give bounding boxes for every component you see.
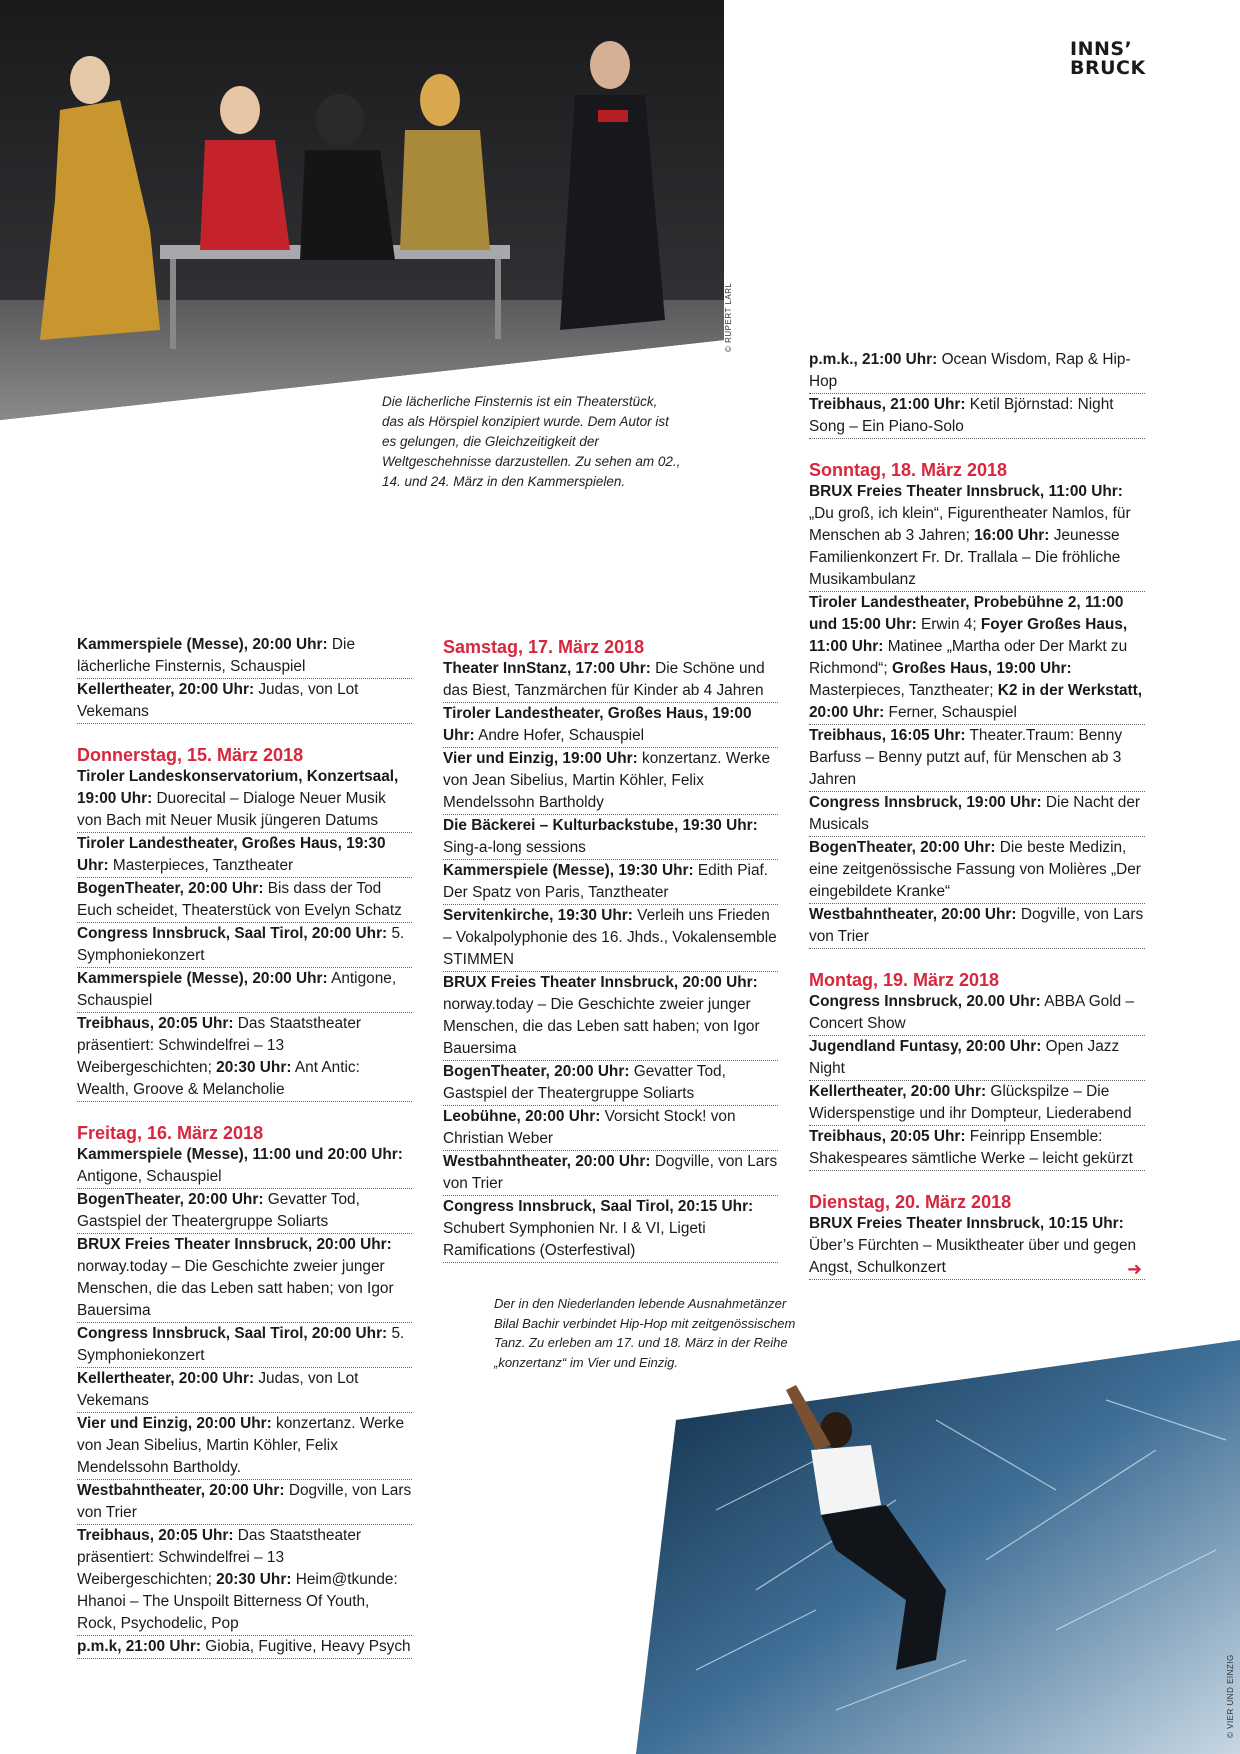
event-description: Das Staatstheater präsentiert: Schwindelfrei – 13 Weibergeschichten; bbox=[77, 1015, 361, 1076]
event-description: Verleih uns Frieden – Vokalpolyphonie des 16. Jhds., Vokalensemble STIMMEN bbox=[443, 907, 777, 968]
event-venue-time: 16:00 Uhr: bbox=[974, 527, 1050, 544]
event-description: Gevatter Tod, Gastspiel der Theatergruppe Soliarts bbox=[77, 1191, 360, 1230]
event-venue-time: Congress Innsbruck, 20.00 Uhr: bbox=[809, 993, 1041, 1010]
event-entry bbox=[809, 1213, 1145, 1280]
event-venue-time: Kammerspiele (Messe), 20:00 Uhr: bbox=[77, 970, 328, 987]
event-description: Andre Hofer, Schauspiel bbox=[474, 727, 645, 744]
event-description: Die Schöne und das Biest, Tanzmärchen für Kinder ab 4 Jahren bbox=[443, 660, 765, 699]
event-description: Über’s Fürchten – Musiktheater über und gegen Angst, Schulkonzert bbox=[809, 1237, 1137, 1276]
event-venue-time: Jugendland Funtasy, 20:00 Uhr: bbox=[809, 1038, 1042, 1055]
logo-line-2: BRUCK bbox=[1070, 57, 1146, 79]
event-venue-time: Treibhaus, 20:05 Uhr: bbox=[77, 1527, 234, 1544]
event-description: Duorecital – Dialoge Neuer Musik von Bach mit Neuer Musik jüngeren Datums bbox=[77, 790, 386, 829]
event-venue-time: BogenTheater, 20:00 Uhr: bbox=[77, 1191, 264, 1208]
event-venue-time: Tiroler Landestheater, Probebühne 2, 11:00 und 15:00 Uhr: bbox=[809, 594, 1124, 633]
event-entry bbox=[443, 703, 778, 748]
photo-credit-top: © RUPERT LARL bbox=[724, 282, 733, 352]
event-entry bbox=[809, 1126, 1145, 1171]
event-description: Die lächerliche Finsternis, Schauspiel bbox=[77, 636, 356, 675]
event-entry bbox=[77, 1636, 412, 1659]
event-description: norway.today – Die Geschichte zweier junger Menschen, die das Leben satt haben; von Igor Bauersima bbox=[77, 1258, 394, 1319]
event-venue-time: Congress Innsbruck, Saal Tirol, 20:15 Uhr: bbox=[443, 1198, 754, 1215]
event-venue-time: Westbahntheater, 20:00 Uhr: bbox=[77, 1482, 285, 1499]
event-description: konzertanz. Werke von Jean Sibelius, Martin Köhler, Felix Mendelssohn Bartholdy. bbox=[77, 1415, 405, 1476]
event-entry bbox=[443, 748, 778, 815]
event-venue-time: Kellertheater, 20:00 Uhr: bbox=[809, 1083, 987, 1100]
event-venue-time: 20:30 Uhr: bbox=[216, 1059, 292, 1076]
event-entry bbox=[809, 1081, 1145, 1126]
day-heading: Samstag, 17. März 2018 bbox=[443, 637, 645, 657]
caption-bottom: Der in den Niederlanden lebende Ausnahmetänzer Bilal Bachir verbindet Hip-Hop mit zeitgenössischem Tanz. Zu erleben am 17. und 18. März in der Reihe „konzertanz“ im Vier und Einzig. bbox=[494, 1296, 796, 1370]
event-description: Ant Antic: Wealth, Groove & Melancholie bbox=[77, 1059, 360, 1098]
event-entry bbox=[809, 481, 1145, 592]
event-description: Antigone, Schauspiel bbox=[77, 970, 397, 1009]
event-description: Giobia, Fugitive, Heavy Psych bbox=[201, 1638, 411, 1655]
event-venue-time: 20:30 Uhr: bbox=[216, 1571, 292, 1588]
event-description: Ketil Björnstad: Night Song – Ein Piano-Solo bbox=[809, 396, 1114, 435]
event-venue-time: Tiroler Landestheater, Großes Haus, 19:00 Uhr: bbox=[443, 705, 752, 744]
event-description: Dogville, von Lars von Trier bbox=[77, 1482, 412, 1521]
event-venue-time: BogenTheater, 20:00 Uhr: bbox=[809, 839, 996, 856]
event-description: ABBA Gold – Concert Show bbox=[809, 993, 1135, 1032]
day-heading: Freitag, 16. März 2018 bbox=[77, 1123, 264, 1143]
event-entry bbox=[443, 815, 778, 860]
event-venue-time: BRUX Freies Theater Innsbruck, 11:00 Uhr: bbox=[809, 483, 1123, 500]
event-description: Ocean Wisdom, Rap & Hip-Hop bbox=[809, 351, 1131, 390]
dance-photo bbox=[636, 1330, 1240, 1754]
column-left bbox=[77, 634, 412, 1659]
event-description: Jeunesse Familienkonzert Fr. Dr. Trallala – Die fröhliche Musikambulanz bbox=[809, 527, 1121, 588]
event-description: Schubert Symphonien Nr. I & VI, Ligeti Ramifications (Osterfestival) bbox=[443, 1220, 706, 1259]
event-entry bbox=[77, 679, 412, 724]
event-entry bbox=[77, 1413, 412, 1480]
event-entry bbox=[443, 658, 778, 703]
logo-line-1: INNS’ bbox=[1070, 38, 1133, 60]
event-entry bbox=[77, 1368, 412, 1413]
event-description: Antigone, Schauspiel bbox=[77, 1168, 222, 1185]
event-venue-time: Westbahntheater, 20:00 Uhr: bbox=[809, 906, 1017, 923]
event-entry bbox=[77, 634, 412, 679]
day-heading: Montag, 19. März 2018 bbox=[809, 970, 1000, 990]
event-entry bbox=[77, 1323, 412, 1368]
event-entry bbox=[809, 904, 1145, 949]
event-venue-time: Congress Innsbruck, 19:00 Uhr: bbox=[809, 794, 1042, 811]
innsbruck-logo bbox=[1070, 40, 1146, 78]
event-description: Vorsicht Stock! von Christian Weber bbox=[443, 1108, 736, 1147]
event-venue-time: p.m.k., 21:00 Uhr: bbox=[809, 351, 938, 368]
event-description: 5. Symphoniekonzert bbox=[77, 925, 405, 964]
photo-credit-bottom: © VIER UND EINZIG bbox=[1226, 1654, 1235, 1738]
event-entry bbox=[77, 766, 412, 833]
event-venue-time: BRUX Freies Theater Innsbruck, 10:15 Uhr: bbox=[809, 1215, 1124, 1232]
event-entry bbox=[809, 349, 1145, 394]
event-venue-time: Die Bäckerei – Kulturbackstube, 19:30 Uhr: bbox=[443, 817, 758, 834]
event-description: Heim@tkunde: Hhanoi – The Unspoilt Bitterness Of Youth, Rock, Psychodelic, Pop bbox=[77, 1571, 398, 1632]
event-description: Die Nacht der Musicals bbox=[809, 794, 1141, 833]
event-venue-time: Congress Innsbruck, Saal Tirol, 20:00 Uhr: bbox=[77, 1325, 388, 1342]
event-entry bbox=[443, 972, 778, 1061]
event-venue-time: Foyer Großes Haus, 11:00 Uhr: bbox=[809, 616, 1128, 655]
event-description: Masterpieces, Tanztheater; bbox=[809, 682, 998, 699]
event-venue-time: Kellertheater, 20:00 Uhr: bbox=[77, 681, 255, 698]
event-description: Gevatter Tod, Gastspiel der Theatergruppe Soliarts bbox=[443, 1063, 726, 1102]
event-venue-time: Congress Innsbruck, Saal Tirol, 20:00 Uhr: bbox=[77, 925, 388, 942]
event-entry bbox=[77, 1480, 412, 1525]
event-entry bbox=[443, 905, 778, 972]
event-entry bbox=[443, 1061, 778, 1106]
event-description: Die beste Medizin, eine zeitgenössische Fassung von Molières „Der eingebildete Kranke“ bbox=[809, 839, 1141, 900]
event-venue-time: Vier und Einzig, 19:00 Uhr: bbox=[443, 750, 638, 767]
event-venue-time: Treibhaus, 21:00 Uhr: bbox=[809, 396, 966, 413]
event-entry bbox=[443, 1106, 778, 1151]
event-description: konzertanz. Werke von Jean Sibelius, Martin Köhler, Felix Mendelssohn Bartholdy bbox=[443, 750, 771, 811]
event-description: norway.today – Die Geschichte zweier junger Menschen, die das Leben satt haben; von Igor Bauersima bbox=[443, 996, 760, 1057]
theater-stage-photo bbox=[0, 0, 724, 420]
event-venue-time: Vier und Einzig, 20:00 Uhr: bbox=[77, 1415, 272, 1432]
event-description: Theater.Traum: Benny Barfuss – Benny putzt auf, für Menschen ab 3 Jahren bbox=[809, 727, 1123, 788]
event-entry bbox=[443, 1151, 778, 1196]
event-description: Judas, von Lot Vekemans bbox=[77, 681, 359, 720]
event-venue-time: Servitenkirche, 19:30 Uhr: bbox=[443, 907, 633, 924]
column-middle bbox=[443, 636, 778, 1263]
event-entry bbox=[77, 833, 412, 878]
event-entry bbox=[77, 1525, 412, 1636]
day-heading: Donnerstag, 15. März 2018 bbox=[77, 745, 304, 765]
event-entry bbox=[809, 991, 1145, 1036]
event-description: Dogville, von Lars von Trier bbox=[809, 906, 1144, 945]
event-venue-time: Kammerspiele (Messe), 19:30 Uhr: bbox=[443, 862, 694, 879]
column-right bbox=[809, 349, 1145, 1280]
event-entry bbox=[443, 860, 778, 905]
event-entry bbox=[809, 837, 1145, 904]
event-entry bbox=[77, 968, 412, 1013]
event-description: Feinripp Ensemble: Shakespeares sämtliche Werke – leicht gekürzt bbox=[809, 1128, 1133, 1167]
event-description: Das Staatstheater präsentiert: Schwindelfrei – 13 Weibergeschichten; bbox=[77, 1527, 361, 1588]
event-entry bbox=[77, 1189, 412, 1234]
event-description: Sing-a-long sessions bbox=[443, 839, 586, 856]
event-entry bbox=[809, 394, 1145, 439]
continue-arrow-icon: ➜ bbox=[1127, 1259, 1143, 1279]
event-venue-time: Westbahntheater, 20:00 Uhr: bbox=[443, 1153, 651, 1170]
event-description: Glückspilze – Die Widerspenstige und ihr Dompteur, Liederabend bbox=[809, 1083, 1132, 1122]
event-venue-time: Leobühne, 20:00 Uhr: bbox=[443, 1108, 601, 1125]
event-venue-time: K2 in der Werkstatt, 20:00 Uhr: bbox=[809, 682, 1143, 721]
event-venue-time: Theater InnStanz, 17:00 Uhr: bbox=[443, 660, 651, 677]
theater-photo bbox=[0, 0, 724, 420]
event-entry bbox=[77, 923, 412, 968]
event-entry bbox=[77, 878, 412, 923]
event-description: Erwin 4; bbox=[916, 616, 981, 633]
event-entry bbox=[77, 1234, 412, 1323]
event-venue-time: BogenTheater, 20:00 Uhr: bbox=[77, 880, 264, 897]
event-venue-time: BogenTheater, 20:00 Uhr: bbox=[443, 1063, 630, 1080]
event-venue-time: Großes Haus, 19:00 Uhr: bbox=[891, 660, 1072, 677]
event-description: Matinee „Martha oder Der Markt zu Richmond“; bbox=[809, 638, 1128, 677]
event-description: Open Jazz Night bbox=[809, 1038, 1120, 1077]
event-venue-time: Treibhaus, 20:05 Uhr: bbox=[77, 1015, 234, 1032]
event-description: Dogville, von Lars von Trier bbox=[443, 1153, 778, 1192]
event-description: 5. Symphoniekonzert bbox=[77, 1325, 405, 1364]
event-entry bbox=[809, 725, 1145, 792]
event-venue-time: Treibhaus, 16:05 Uhr: bbox=[809, 727, 966, 744]
day-heading: Sonntag, 18. März 2018 bbox=[809, 460, 1008, 480]
event-entry bbox=[77, 1013, 412, 1102]
event-description: „Du groß, ich klein“, Figurentheater Namlos, für Menschen ab 3 Jahren; bbox=[809, 505, 1131, 544]
caption-top: Die lächerliche Finsternis ist ein Theaterstück, das als Hörspiel konzipiert wurde. Dem Autor ist es gelungen, die Gleichzeitigkeit der Weltgeschehnisse darzustellen. Zu sehen am 02., 14. und 24. März in den Kammerspielen. bbox=[382, 394, 681, 489]
event-venue-time: p.m.k, 21:00 Uhr: bbox=[77, 1638, 202, 1655]
event-venue-time: Tiroler Landeskonservatorium, Konzertsaal, 19:00 Uhr: bbox=[77, 768, 399, 807]
event-venue-time: Treibhaus, 20:05 Uhr: bbox=[809, 1128, 966, 1145]
event-venue-time: BRUX Freies Theater Innsbruck, 20:00 Uhr: bbox=[77, 1236, 392, 1253]
event-venue-time: Kammerspiele (Messe), 11:00 und 20:00 Uhr: bbox=[77, 1146, 403, 1163]
event-description: Judas, von Lot Vekemans bbox=[77, 1370, 359, 1409]
event-description: Bis dass der Tod Euch scheidet, Theaterstück von Evelyn Schatz bbox=[77, 880, 402, 919]
event-description: Edith Piaf. Der Spatz von Paris, Tanztheater bbox=[443, 862, 769, 901]
event-venue-time: BRUX Freies Theater Innsbruck, 20:00 Uhr: bbox=[443, 974, 758, 991]
event-entry bbox=[77, 1144, 412, 1189]
event-venue-time: Kellertheater, 20:00 Uhr: bbox=[77, 1370, 255, 1387]
event-description: Ferner, Schauspiel bbox=[884, 704, 1017, 721]
day-heading: Dienstag, 20. März 2018 bbox=[809, 1192, 1012, 1212]
event-entry bbox=[809, 1036, 1145, 1081]
event-entry bbox=[443, 1196, 778, 1263]
event-venue-time: Tiroler Landestheater, Großes Haus, 19:30 Uhr: bbox=[77, 835, 386, 874]
dancer-photo bbox=[636, 1330, 1240, 1754]
event-entry bbox=[809, 592, 1145, 725]
event-entry bbox=[809, 792, 1145, 837]
event-description: Masterpieces, Tanztheater bbox=[108, 857, 294, 874]
event-venue-time: Kammerspiele (Messe), 20:00 Uhr: bbox=[77, 636, 328, 653]
